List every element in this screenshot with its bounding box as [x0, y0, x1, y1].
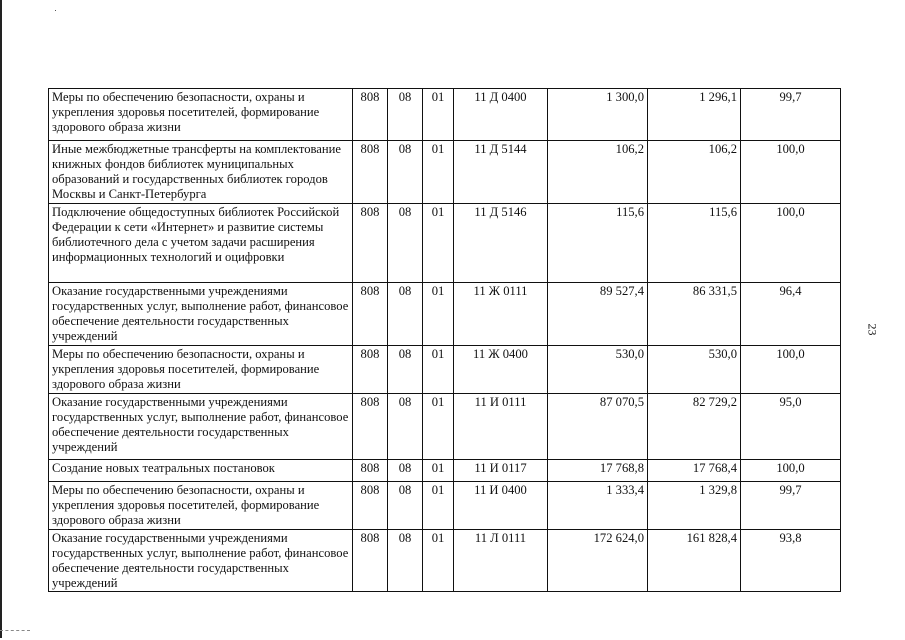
row-ved: 808 [353, 204, 388, 283]
row-ved: 808 [353, 460, 388, 482]
row-rz: 08 [388, 394, 423, 460]
row-ved: 808 [353, 482, 388, 530]
row-pr: 01 [423, 283, 454, 346]
row-csr: 11 Д 0400 [454, 89, 548, 141]
row-pr: 01 [423, 89, 454, 141]
row-plan: 115,6 [548, 204, 648, 283]
row-fact: 106,2 [648, 141, 741, 204]
table-row [49, 530, 841, 592]
row-fact: 82 729,2 [648, 394, 741, 460]
row-csr: 11 Д 5146 [454, 204, 548, 283]
row-rz: 08 [388, 283, 423, 346]
row-plan: 1 333,4 [548, 482, 648, 530]
row-rz: 08 [388, 482, 423, 530]
page-number: 23 [865, 323, 880, 336]
row-fact: 530,0 [648, 346, 741, 394]
row-csr: 11 И 0400 [454, 482, 548, 530]
row-pct: 100,0 [741, 460, 841, 482]
row-ved: 808 [353, 530, 388, 592]
row-pct: 99,7 [741, 482, 841, 530]
row-plan: 17 768,8 [548, 460, 648, 482]
row-pr: 01 [423, 394, 454, 460]
row-ved: 808 [353, 346, 388, 394]
table-row [49, 204, 841, 283]
row-pct: 96,4 [741, 283, 841, 346]
row-name: Иные межбюджетные трансферты на комплектование книжных фондов библиотек муниципальных образований и государственных библиотек городов Москвы и Санкт-Петербурга [49, 141, 353, 204]
row-pr: 01 [423, 530, 454, 592]
row-pct: 93,8 [741, 530, 841, 592]
row-pct: 100,0 [741, 346, 841, 394]
table-row [49, 346, 841, 394]
row-ved: 808 [353, 141, 388, 204]
row-pr: 01 [423, 346, 454, 394]
row-rz: 08 [388, 530, 423, 592]
row-fact: 115,6 [648, 204, 741, 283]
row-csr: 11 Ж 0400 [454, 346, 548, 394]
row-pr: 01 [423, 204, 454, 283]
row-pr: 01 [423, 460, 454, 482]
table-row [49, 482, 841, 530]
row-fact: 1 329,8 [648, 482, 741, 530]
row-name: Оказание государственными учреждениями государственных услуг, выполнение работ, финансовое обеспечение деятельности государственных учреждений [49, 283, 353, 346]
table-row [49, 89, 841, 141]
scan-artifact [55, 10, 56, 11]
row-pr: 01 [423, 482, 454, 530]
row-pct: 95,0 [741, 394, 841, 460]
row-name: Создание новых театральных постановок [49, 460, 353, 482]
table-row [49, 141, 841, 204]
row-csr: 11 И 0117 [454, 460, 548, 482]
row-name: Оказание государственными учреждениями государственных услуг, выполнение работ, финансовое обеспечение деятельности государственных учреждений [49, 394, 353, 460]
row-name: Меры по обеспечению безопасности, охраны и укрепления здоровья посетителей, формирование здорового образа жизни [49, 346, 353, 394]
row-ved: 808 [353, 394, 388, 460]
row-pct: 99,7 [741, 89, 841, 141]
row-plan: 87 070,5 [548, 394, 648, 460]
table-row [49, 394, 841, 460]
row-pr: 01 [423, 141, 454, 204]
row-pct: 100,0 [741, 141, 841, 204]
row-pct: 100,0 [741, 204, 841, 283]
row-rz: 08 [388, 346, 423, 394]
row-rz: 08 [388, 460, 423, 482]
row-fact: 17 768,4 [648, 460, 741, 482]
row-plan: 530,0 [548, 346, 648, 394]
row-rz: 08 [388, 204, 423, 283]
row-name: Оказание государственными учреждениями государственных услуг, выполнение работ, финансовое обеспечение деятельности государственных учреждений [49, 530, 353, 592]
row-csr: 11 И 0111 [454, 394, 548, 460]
row-csr: 11 Л 0111 [454, 530, 548, 592]
row-fact: 86 331,5 [648, 283, 741, 346]
row-plan: 89 527,4 [548, 283, 648, 346]
row-name: Меры по обеспечению безопасности, охраны и укрепления здоровья посетителей, формирование здорового образа жизни [49, 482, 353, 530]
row-plan: 172 624,0 [548, 530, 648, 592]
row-csr: 11 Д 5144 [454, 141, 548, 204]
row-plan: 1 300,0 [548, 89, 648, 141]
table-row [49, 283, 841, 346]
row-rz: 08 [388, 89, 423, 141]
row-ved: 808 [353, 283, 388, 346]
row-plan: 106,2 [548, 141, 648, 204]
row-csr: 11 Ж 0111 [454, 283, 548, 346]
row-fact: 161 828,4 [648, 530, 741, 592]
scan-artifact-marks [0, 630, 30, 633]
row-name: Меры по обеспечению безопасности, охраны и укрепления здоровья посетителей, формирование здорового образа жизни [49, 89, 353, 141]
budget-table [48, 88, 841, 592]
row-fact: 1 296,1 [648, 89, 741, 141]
row-ved: 808 [353, 89, 388, 141]
row-name: Подключение общедоступных библиотек Российской Федерации к сети «Интернет» и развитие системы библиотечного дела с учетом задачи расширения информационных технологий и оцифровки [49, 204, 353, 283]
table-row [49, 460, 841, 482]
row-rz: 08 [388, 141, 423, 204]
